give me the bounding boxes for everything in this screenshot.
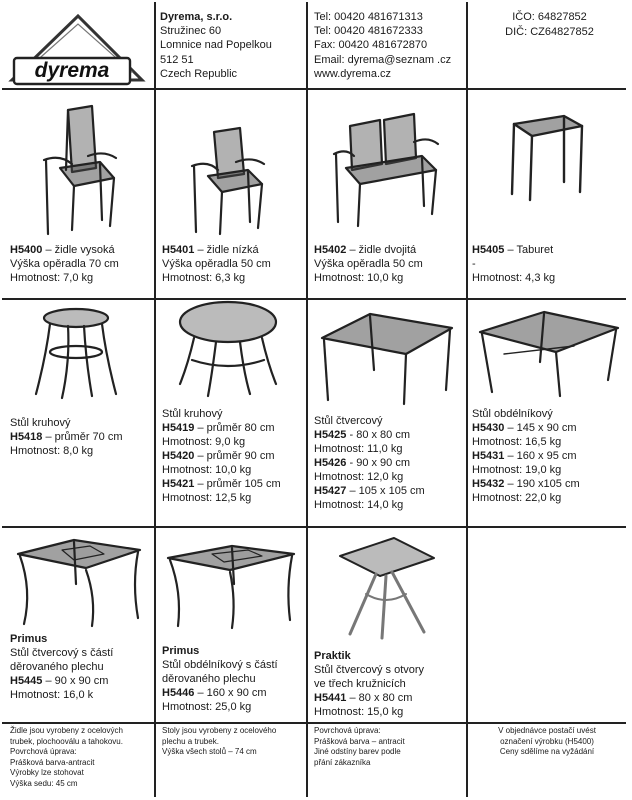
product-code: H5421	[162, 478, 195, 490]
address-line: Lomnice nad Popelkou	[160, 39, 272, 52]
footer-line: Prášková barva-antracit	[10, 757, 95, 767]
product-weight: Hmotnost: 10,0 kg	[314, 272, 404, 284]
praktik-table-image	[336, 532, 438, 640]
round-table-small-image	[28, 306, 124, 402]
dic: DIČ: CZ64827852	[505, 25, 594, 38]
email: Email: dyrema@seznam .cz	[314, 53, 452, 66]
product-code: H5426	[314, 457, 347, 469]
product-weight: Hmotnost: 25,0 kg	[162, 701, 252, 713]
product-code: H5400	[10, 244, 43, 256]
ico: IČO: 64827852	[512, 11, 587, 23]
primus-square-table-image	[12, 534, 146, 626]
footer-line: Jiné odstíny barev podle	[314, 747, 401, 756]
company-ids	[482, 10, 617, 39]
dyrema-logo	[6, 8, 146, 86]
product-round-70	[10, 416, 123, 458]
footer-line: trubek, plochooválu a tahokovu.	[10, 736, 123, 746]
product-name: – židle dvojitá	[346, 244, 417, 256]
grid-line	[306, 2, 308, 797]
address-line: 512 51	[160, 53, 194, 66]
footer-line: Povrchová úprava:	[314, 726, 381, 735]
product-weight: Hmotnost: 14,0 kg	[314, 499, 404, 511]
product-code: H5446	[162, 687, 195, 699]
product-code: H5441	[314, 692, 347, 704]
company-address	[160, 10, 272, 81]
phone-2: Tel: 00420 481672333	[314, 25, 423, 38]
product-spec: – průměr 80 cm	[194, 422, 275, 434]
product-spec: – 145 x 90 cm	[504, 422, 577, 434]
logo-text: dyrema	[34, 59, 110, 82]
grid-line	[154, 2, 156, 797]
product-name: – Taburet	[504, 244, 554, 256]
product-h5401	[162, 243, 271, 285]
product-name: – židle vysoká	[42, 244, 115, 256]
product-desc: Stůl obdélníkový s částí	[162, 659, 278, 671]
high-chair-image	[30, 98, 130, 238]
product-spec: -	[472, 258, 476, 270]
product-code: H5425	[314, 429, 347, 441]
product-title: Stůl kruhový	[162, 408, 223, 420]
company-name: Dyrema, s.r.o.	[160, 11, 233, 23]
product-desc: Stůl čtvercový s částí	[10, 647, 114, 659]
product-code: H5445	[10, 675, 43, 687]
fax: Fax: 00420 481672870	[314, 39, 428, 52]
footer-line: Židle jsou vyrobeny z ocelových	[10, 726, 123, 735]
footer-line: Ceny sdělíme na vyžádání	[499, 747, 595, 756]
product-weight: Hmotnost: 7,0 kg	[10, 272, 94, 284]
product-spec: – 90 x 90 cm	[42, 675, 109, 687]
product-primus-rectangle	[162, 644, 278, 714]
product-weight: Hmotnost: 8,0 kg	[10, 445, 94, 457]
phone-1: Tel: 00420 481671313	[314, 11, 423, 23]
product-primus-square	[10, 632, 113, 702]
product-title: Stůl obdélníkový	[472, 408, 553, 420]
product-code: H5402	[314, 244, 347, 256]
product-code: H5427	[314, 485, 347, 497]
product-spec: Výška opěradla 50 cm	[314, 258, 423, 270]
product-weight: Hmotnost: 16,5 kg	[472, 436, 562, 448]
footer-line: přání zákazníka	[314, 757, 371, 767]
primus-rectangle-table-image	[162, 540, 300, 628]
website: www.dyrema.cz	[314, 67, 392, 80]
rectangle-table-image	[474, 308, 622, 396]
product-code: H5432	[472, 478, 505, 490]
footer-line: V objednávce postačí uvést	[498, 726, 596, 735]
product-spec: - 80 x 80 cm	[346, 429, 410, 441]
round-table-large-image	[172, 300, 284, 400]
product-weight: Hmotnost: 12,5 kg	[162, 492, 252, 504]
product-weight: Hmotnost: 9,0 kg	[162, 436, 246, 448]
footer-chairs-note	[10, 726, 152, 789]
product-spec: – 80 x 80 cm	[346, 692, 413, 704]
product-h5400	[10, 243, 119, 285]
catalog-sheet	[2, 2, 626, 797]
product-desc: Stůl čtvercový s otvory	[314, 664, 425, 676]
contact-block	[314, 10, 451, 81]
double-chair-image	[328, 102, 444, 230]
product-spec: - 90 x 90 cm	[346, 457, 410, 469]
product-code: H5430	[472, 422, 505, 434]
product-praktik	[314, 649, 424, 719]
product-h5405	[472, 243, 555, 285]
product-title: Stůl čtvercový	[314, 415, 383, 427]
product-code: H5418	[10, 431, 43, 443]
grid-line	[2, 88, 626, 90]
product-spec: – průměr 70 cm	[42, 431, 123, 443]
product-weight: Hmotnost: 11,0 kg	[314, 443, 403, 455]
product-name: – židle nízká	[194, 244, 259, 256]
product-weight: Hmotnost: 19,0 kg	[472, 464, 562, 476]
low-chair-image	[182, 122, 278, 238]
product-round-large	[162, 407, 281, 505]
footer-line: Prášková barva – antracit	[314, 736, 405, 746]
product-spec: Výška opěradla 50 cm	[162, 258, 271, 270]
footer-tables-note	[162, 726, 304, 758]
product-spec: – 160 x 95 cm	[504, 450, 577, 462]
footer-line: Výška sedu: 45 cm	[10, 778, 78, 788]
product-title: Stůl kruhový	[10, 417, 71, 429]
grid-line	[466, 2, 468, 797]
product-weight: Hmotnost: 4,3 kg	[472, 272, 556, 284]
footer-line: Povrchová úprava:	[10, 747, 77, 756]
product-square	[314, 414, 425, 512]
stool-image	[504, 110, 588, 202]
footer-line: Výrobky lze stohovat	[10, 768, 84, 777]
product-brand: Praktik	[314, 650, 351, 662]
product-desc: děrovaného plechu	[162, 673, 256, 685]
footer-line: plechu a trubek.	[162, 736, 219, 746]
product-code: H5419	[162, 422, 195, 434]
product-weight: Hmotnost: 15,0 kg	[314, 706, 404, 718]
square-table-image	[314, 308, 458, 404]
product-weight: Hmotnost: 22,0 kg	[472, 492, 562, 504]
product-desc: děrovaného plechu	[10, 661, 104, 673]
product-desc: ve třech kružnicích	[314, 678, 406, 690]
grid-line	[2, 526, 626, 528]
product-code: H5401	[162, 244, 195, 256]
address-line: Stružinec 60	[160, 25, 222, 38]
product-code: H5431	[472, 450, 505, 462]
product-code: H5405	[472, 244, 505, 256]
product-spec: – 190 x105 cm	[504, 478, 580, 490]
product-spec: – 105 x 105 cm	[346, 485, 425, 497]
product-brand: Primus	[162, 645, 200, 657]
product-spec: – průměr 105 cm	[194, 478, 281, 490]
product-weight: Hmotnost: 16,0 k	[10, 689, 94, 701]
grid-line	[2, 298, 626, 300]
footer-order-note	[470, 726, 624, 758]
footer-line: označení výrobku (H5400)	[500, 736, 594, 746]
grid-line	[2, 722, 626, 724]
product-spec: – 160 x 90 cm	[194, 687, 267, 699]
product-rectangle	[472, 407, 580, 505]
product-brand: Primus	[10, 633, 48, 645]
product-weight: Hmotnost: 10,0 kg	[162, 464, 252, 476]
footer-finish-note	[314, 726, 464, 768]
footer-line: Stoly jsou vyrobeny z ocelového	[162, 726, 277, 735]
header	[2, 2, 626, 88]
product-code: H5420	[162, 450, 195, 462]
product-spec: Výška opěradla 70 cm	[10, 258, 119, 270]
address-line: Czech Republic	[160, 67, 238, 80]
product-weight: Hmotnost: 12,0 kg	[314, 471, 404, 483]
product-spec: – průměr 90 cm	[194, 450, 275, 462]
footer-line: Výška všech stolů – 74 cm	[162, 747, 257, 756]
product-h5402	[314, 243, 423, 285]
product-weight: Hmotnost: 6,3 kg	[162, 272, 246, 284]
